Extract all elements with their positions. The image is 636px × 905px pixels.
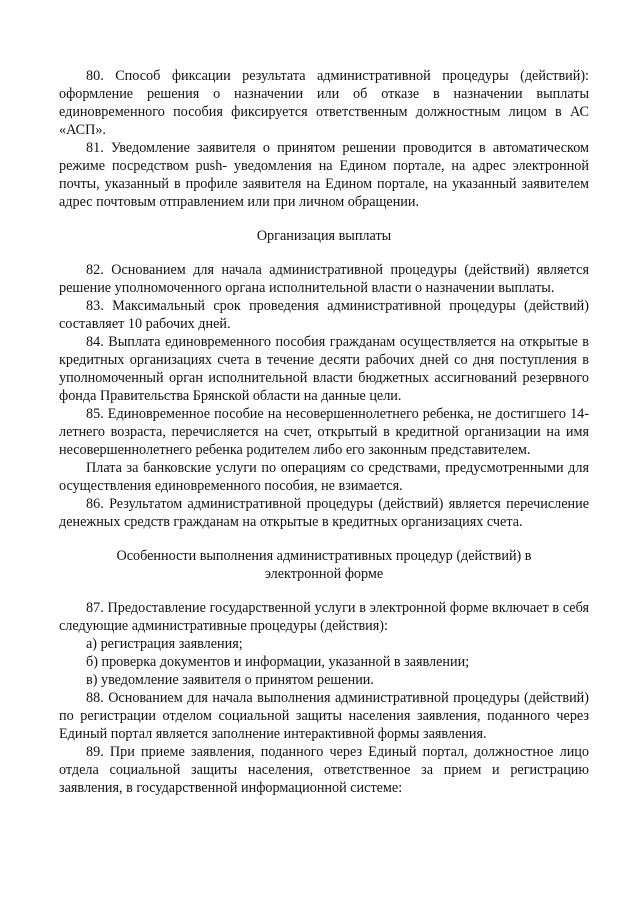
paragraph-84: 84. Выплата единовременного пособия гражданам осуществляется на открытые в кредитных организациях счета в течение десяти рабочих дней со дня поступления в уполномоченный орган исполнительной власти бюджетных ассигнований резервного фонда Правительства Брянской области на данные цели. <box>59 334 589 404</box>
paragraph-80: 80. Способ фиксации результата административной процедуры (действий): оформление решения о назначении или об отказе в назначении выплаты единовременного пособия фиксируется ответственным должностным лицом в АС «АСП». <box>59 68 589 138</box>
section-heading-electronic-line-1: Особенности выполнения административных процедур (действий) в <box>116 548 532 564</box>
paragraph-86: 86. Результатом административной процедуры (действий) является перечисление денежных средств гражданам на открытые в кредитных организациях счета. <box>59 496 589 530</box>
paragraph-83: 83. Максимальный срок проведения административной процедуры (действий) составляет 10 рабочих дней. <box>59 298 589 332</box>
section-heading-electronic-line-2: электронной форме <box>264 566 384 582</box>
list-item-c: в) уведомление заявителя о принятом решении. <box>86 672 374 688</box>
paragraph-88: 88. Основанием для начала выполнения административной процедуры (действий) по регистрации отделом социальной защиты населения заявления, поданного через Единый портал является заполнение интерактивной формы заявления. <box>59 690 589 742</box>
paragraph-87: 87. Предоставление государственной услуги в электронной форме включает в себя следующие административные процедуры (действия): <box>59 600 589 634</box>
section-heading-electronic <box>59 547 589 583</box>
paragraph-89: 89. При приеме заявления, поданного через Единый портал, должностное лицо отдела социальной защиты населения, ответственное за прием и регистрацию заявления, в государственной информационной системе: <box>59 744 589 796</box>
list-item-b: б) проверка документов и информации, указанной в заявлении; <box>86 654 470 670</box>
list-item-a: а) регистрация заявления; <box>86 636 243 652</box>
paragraph-81: 81. Уведомление заявителя о принятом решении проводится в автоматическом режиме посредством push- уведомления на Едином портале, на адрес электронной почты, указанный в профиле заявителя на Едином портале, на указанный заявителем адрес почтовым отправлением или при личном обращении. <box>59 140 589 210</box>
paragraph-85-fee: Плата за банковские услуги по операциям со средствами, предусмотренными для осуществления единовременного пособия, не взимается. <box>59 460 589 494</box>
paragraph-85: 85. Единовременное пособие на несовершеннолетнего ребенка, не достигшего 14-летнего возраста, перечисляется на счет, открытый в кредитной организации на имя несовершеннолетнего ребенка родителем либо его законным представителем. <box>59 406 589 458</box>
section-heading-payment: Организация выплаты <box>256 228 392 244</box>
document-body <box>59 67 589 797</box>
paragraph-82: 82. Основанием для начала административной процедуры (действий) является решение уполномоченного органа исполнительной власти о назначении выплаты. <box>59 262 589 296</box>
